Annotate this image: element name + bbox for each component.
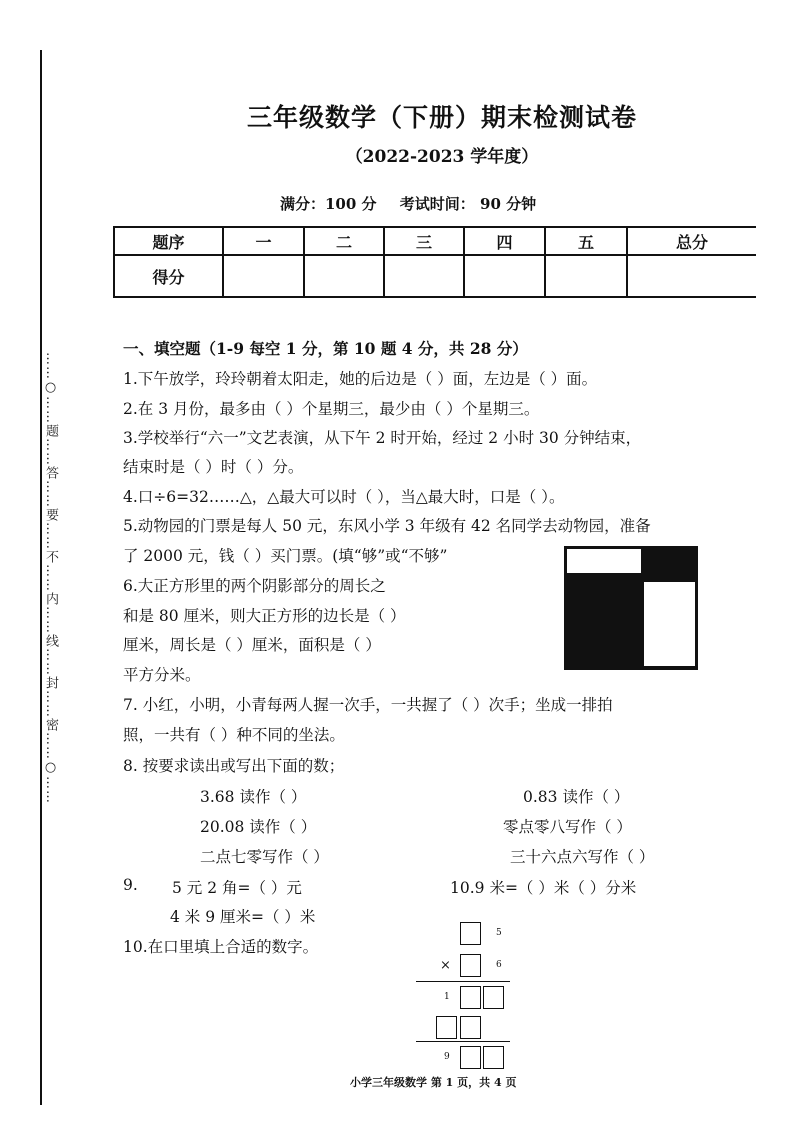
question-6-line2: 和是 80 厘米，则大正方形的边长是（ ） <box>123 607 406 625</box>
figure-white-region <box>644 582 695 666</box>
score-header-cell: 四 <box>464 227 545 255</box>
question-6-line4: 平方分米。 <box>123 666 201 684</box>
q8-item: 二点七零写作（ ） <box>200 848 329 866</box>
digit-box[interactable] <box>460 954 481 977</box>
full-score: 满分：100 分 <box>280 195 377 213</box>
question-3-line2: 结束时是（ ）时（ ）分。 <box>123 458 304 476</box>
page-subtitle: （2022-2023 学年度） <box>345 147 539 167</box>
question-7-line2: 照，一共有（ ）种不同的坐法。 <box>123 726 345 744</box>
digit-box[interactable] <box>460 922 481 945</box>
digit-box[interactable] <box>460 1046 481 1069</box>
q9-item: 10.9 米=（ ）米（ ）分米 <box>450 879 637 897</box>
exam-meta <box>280 193 554 214</box>
score-header-cell: 总分 <box>627 227 756 255</box>
q9-item: 4 米 9 厘米=（ ）米 <box>170 908 316 926</box>
score-cell[interactable] <box>464 255 545 297</box>
digit-box[interactable] <box>460 1016 481 1039</box>
score-header-cell: 题序 <box>114 227 223 255</box>
score-header-cell: 五 <box>545 227 627 255</box>
score-table <box>113 226 756 298</box>
score-cell[interactable] <box>627 255 756 297</box>
figure-white-region <box>567 549 641 573</box>
score-row-label: 得分 <box>114 255 223 297</box>
page-title: 三年级数学（下册）期末检测试卷 <box>246 103 637 132</box>
score-cell[interactable] <box>384 255 464 297</box>
question-2: 2.在 3 月份，最多由（ ）个星期三，最少由（ ）个星期三。 <box>123 400 540 418</box>
digit-label: 9 <box>444 1052 450 1062</box>
q8-item: 零点零八写作（ ） <box>503 818 632 836</box>
score-cell[interactable] <box>223 255 304 297</box>
score-cell[interactable] <box>545 255 627 297</box>
q8-item: 3.68 读作（ ） <box>200 788 307 806</box>
q8-item: 0.83 读作（ ） <box>523 788 630 806</box>
question-8: 8. 按要求读出或写出下面的数； <box>123 757 345 775</box>
score-header-cell: 二 <box>304 227 384 255</box>
q9-item: 5 元 2 角=（ ）元 <box>172 879 302 897</box>
rule-line <box>416 981 510 982</box>
rule-line <box>416 1041 510 1042</box>
digit-label: 1 <box>444 992 450 1002</box>
question-7-line1: 7. 小红，小明，小青每两人握一次手，一共握了（ ）次手；坐成一排拍 <box>123 696 613 714</box>
digit-box[interactable] <box>483 1046 504 1069</box>
question-5-line1: 5.动物园的门票是每人 50 元，东风小学 3 年级有 42 名同学去动物园，准备 <box>123 517 651 535</box>
digit-label: 5 <box>496 928 502 938</box>
question-1: 1.下午放学，玲玲朝着太阳走，她的后边是（ ）面，左边是（ ）面。 <box>123 370 598 388</box>
q8-item: 20.08 读作（ ） <box>200 818 317 836</box>
question-5-line2: 了 2000 元，钱（ ）买门票。(填“够”或“不够” <box>123 547 448 565</box>
score-header-cell: 三 <box>384 227 464 255</box>
q8-item: 三十六点六写作（ ） <box>510 848 655 866</box>
question-4: 4.口÷6=32……△，△最大可以时（ ），当△最大时，口是（ ）。 <box>123 488 565 506</box>
score-cell[interactable] <box>304 255 384 297</box>
question-3-line1: 3.学校举行“六一”文艺表演，从下午 2 时开始，经过 2 小时 30 分钟结束， <box>123 429 642 447</box>
question-10: 10.在口里填上合适的数字。 <box>123 938 319 956</box>
binding-seal-text: ……○……题……答……要……不……内……线……封……密……○…… <box>43 351 58 804</box>
question-6-line3: 厘米，周长是（ ）厘米，面积是（ ） <box>123 636 381 654</box>
section-heading: 一、填空题（1-9 每空 1 分，第 10 题 4 分，共 28 分） <box>123 339 528 358</box>
score-header-cell: 一 <box>223 227 304 255</box>
digit-box[interactable] <box>483 986 504 1009</box>
digit-box[interactable] <box>460 986 481 1009</box>
binding-margin <box>40 50 64 1105</box>
square-figure <box>564 546 698 670</box>
digit-box[interactable] <box>436 1016 457 1039</box>
exam-time: 考试时间： 90 分钟 <box>399 195 537 213</box>
digit-label: 6 <box>496 960 502 970</box>
page-footer: 小学三年级数学 第 1 页，共 4 页 <box>350 1076 517 1089</box>
q9-number: 9. <box>123 876 138 894</box>
times-sign: × <box>440 958 451 973</box>
multiplication-puzzle <box>412 922 512 1072</box>
question-6-line1: 6.大正方形里的两个阴影部分的周长之 <box>123 577 386 595</box>
